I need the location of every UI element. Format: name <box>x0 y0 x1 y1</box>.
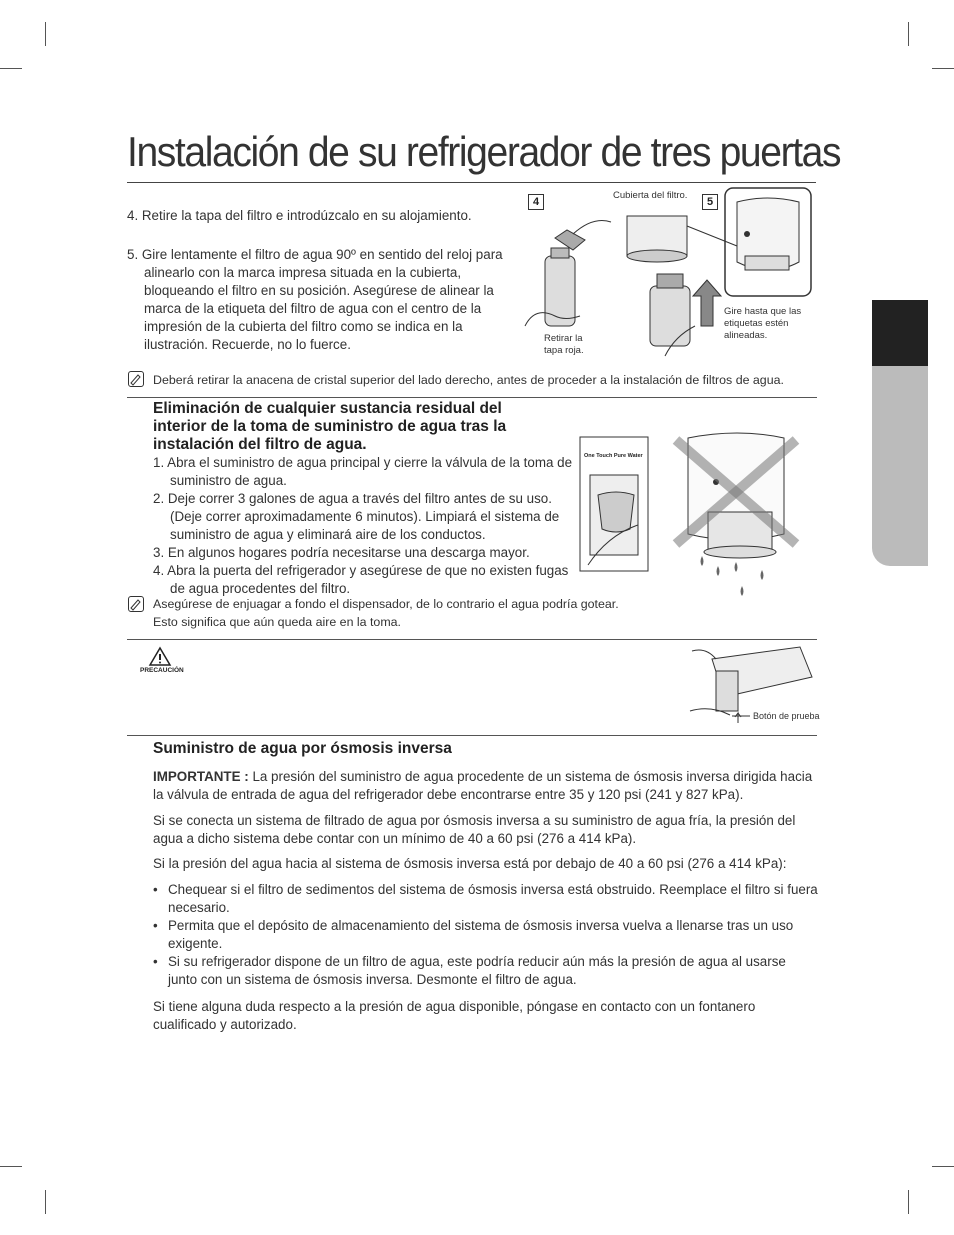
filter-install-figure <box>515 186 815 364</box>
list-item: 1. Abra el suministro de agua principal y cierre la válvula de la toma de suministro de agua. <box>153 455 573 488</box>
crop-mark <box>45 1190 46 1214</box>
step-5-text: 5. Gire lentamente el filtro de agua 90º en sentido del reloj para alinearlo con la marca impresa situada en la cubierta, bloqueando el filtro en su posición. Asegúrese de alinear la marca de la etiqueta del filtro de agua con el centro de la impresión de la cubierta del filtro como se indica en la ilustración. Recuerde, no lo fuerce. <box>127 247 503 352</box>
note-icon <box>128 371 144 387</box>
osmosis-important <box>153 768 818 804</box>
note-rinse-line2: Esto significa que aún queda aire en la toma. <box>153 615 401 629</box>
crop-mark <box>908 22 909 46</box>
step-4-badge: 4 <box>528 194 544 210</box>
page-title: Instalación de su refrigerador de tres puertas <box>127 128 841 175</box>
caution-label: PRECAUCIÓN <box>140 667 184 674</box>
title-divider <box>127 182 816 183</box>
crop-mark <box>45 22 46 46</box>
dispenser-label: One Touch Pure Water <box>584 453 643 459</box>
section-divider <box>127 735 817 736</box>
list-item: • Si su refrigerador dispone de un filtro de agua, este podría reducir aún más la presión de agua al usarse junto con un sistema de ósmosis inversa. Desmonte el filtro de agua. <box>153 953 818 989</box>
filter-cover-label: Cubierta del filtro. <box>613 190 688 201</box>
important-text: La presión del suministro de agua procedente de un sistema de ósmosis inversa dirigida hacia la válvula de entrada de agua del refrigerador debe encontrarse entre 35 y 120 psi (241 y 827 kPa). <box>153 769 813 802</box>
section-divider <box>127 397 817 398</box>
chapter-tab <box>872 366 928 566</box>
note-glass-shelf: Deberá retirar la anacena de cristal superior del lado derecho, antes de proceder a la instalación de filtros de agua. <box>153 373 784 387</box>
list-item: • Chequear si el filtro de sedimentos del sistema de ósmosis inversa está obstruido. Reemplace el filtro si fuera necesario. <box>153 881 818 917</box>
osmosis-heading: Suministro de agua por ósmosis inversa <box>153 740 452 757</box>
step-4-text: 4. Retire la tapa del filtro e introdúzcalo en su alojamiento. <box>127 208 472 223</box>
note-rinse-line1: Asegúrese de enjuagar a fondo el dispensador, de lo contrario el agua podría gotear. <box>153 597 619 611</box>
section-divider <box>127 639 817 640</box>
test-button-label: Botón de prueba <box>753 711 820 721</box>
turn-until-aligned-label: Gire hasta que las etiquetas estén alineadas. <box>724 306 802 341</box>
osmosis-paragraph: Si se conecta un sistema de filtrado de agua por ósmosis inversa a su suministro de agua fría, la presión del agua a dicho sistema debe contar con un mínimo de 40 a 60 psi (276 a 414 kPa). <box>153 813 796 846</box>
list-item: 2. Deje correr 3 galones de agua a través del filtro antes de su uso. (Deje correr aproximadamente 6 minutos). Limpiará el sistema de suministro de agua y eliminará aire de los conductos. <box>153 491 560 542</box>
osmosis-paragraph: Si tiene alguna duda respecto a la presión de agua disponible, póngase en contacto con un fontanero cualificado y autorizado. <box>153 999 756 1032</box>
caution-icon <box>149 647 171 666</box>
list-item: • Permita que el depósito de almacenamiento del sistema de ósmosis inversa vuelva a llenarse tras un uso exigente. <box>153 917 818 953</box>
residual-heading: Eliminación de cualquier sustancia residual del interior de la toma de suministro de agua tras la instalación del filtro de agua. <box>153 400 507 453</box>
crop-mark <box>0 1166 22 1167</box>
crop-mark <box>0 68 22 69</box>
osmosis-paragraph: Si la presión del agua hacia al sistema de ósmosis inversa está por debajo de 40 a 60 psi (276 a 414 kPa): <box>153 856 787 871</box>
step-5-badge: 5 <box>702 194 718 210</box>
remove-cap-label: Retirar la tapa roja. <box>544 333 584 356</box>
osmosis-bullet-list <box>153 881 818 989</box>
note-icon <box>128 596 144 612</box>
residual-steps-list <box>153 454 578 598</box>
crop-mark <box>932 1166 954 1167</box>
leaking-filter-figure <box>668 430 803 600</box>
crop-mark <box>908 1190 909 1214</box>
list-item: 3. En algunos hogares podría necesitarse una descarga mayor. <box>153 545 530 560</box>
important-label: IMPORTANTE : <box>153 769 249 784</box>
dispenser-figure <box>578 435 653 575</box>
crop-mark <box>932 68 954 69</box>
chapter-tab-active <box>872 300 928 366</box>
list-item: 4. Abra la puerta del refrigerador y asegúrese de que no existen fugas de agua procedentes del filtro. <box>153 563 569 596</box>
